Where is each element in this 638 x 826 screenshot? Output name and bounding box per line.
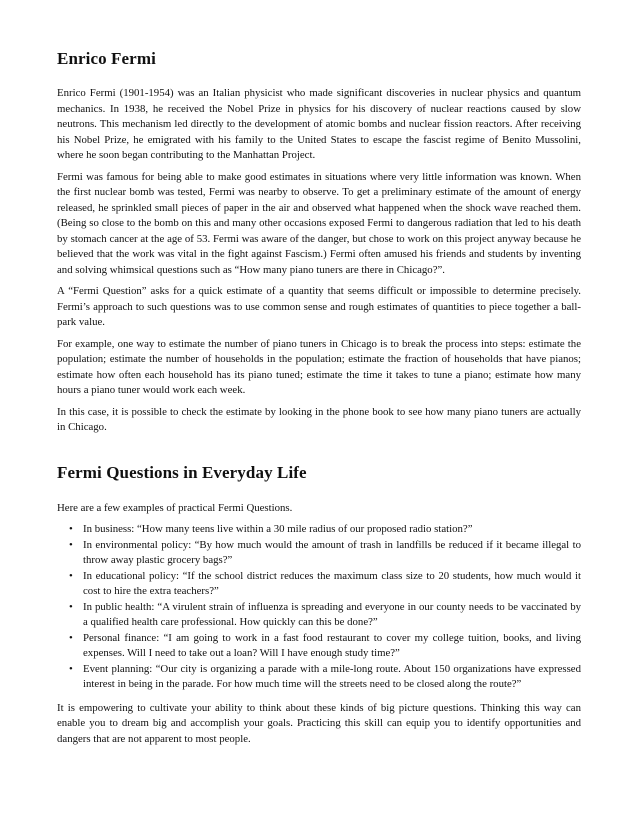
bullet-icon: •	[69, 538, 73, 551]
list-item-text: Event planning: “Our city is organizing a parade with a mile-long route. About 150 organizations have expressed interest in being in the parade. For how much time will the streets need to be closed along the route?”	[83, 662, 581, 690]
list-item	[69, 522, 581, 538]
paragraph-piano-example: For example, one way to estimate the number of piano tuners in Chicago is to break the process into steps: estimate the population; estimate the number of households in the population; estimate the fraction of households that have pianos; estimate how often each household has its piano tuned; estimate the time it takes to tune a piano; estimate how many hours a piano tuner would work each week.	[57, 337, 581, 396]
paragraph-phone-book: In this case, it is possible to check the estimate by looking in the phone book to see how many piano tuners are actually in Chicago.	[57, 405, 581, 433]
bullet-icon: •	[69, 569, 73, 582]
bullet-icon: •	[69, 600, 73, 613]
section-heading-everyday-life: Fermi Questions in Everyday Life	[57, 462, 307, 482]
bullet-icon: •	[69, 631, 73, 644]
paragraph-estimates: Fermi was famous for being able to make good estimates in situations where very little information was known. When the first nuclear bomb was tested, Fermi was nearby to observe. To get a preliminary estimate of the amount of energy released, he sprinkled small pieces of paper in the air and observed what happened when the shock wave reached them. (Being so close to the bomb on this and many other occasions exposed Fermi to dangerous radiation that led to his death by stomach cancer at the age of 53. Fermi was aware of the danger, but chose to work on this project anyway because he believed that the work was vital in the fight against Fascism.) Fermi often amused his friends and students by inventing and solving whimsical questions such as “How many piano tuners are there in Chicago?”.	[57, 170, 581, 276]
paragraph-closing: It is empowering to cultivate your ability to think about these kinds of big picture questions. Thinking this way can enable you to dream big and accomplish your goals. Practicing this skill can equip you to identify opportunities and dangers that are not apparent to most people.	[57, 701, 581, 745]
bullet-icon: •	[69, 662, 73, 675]
section-heading-enrico-fermi: Enrico Fermi	[57, 49, 156, 68]
list-item-text: In educational policy: “If the school district reduces the maximum class size to 20 students, how much would it cost to hire the extra teachers?”	[83, 569, 581, 597]
document-page	[57, 48, 581, 753]
list-item	[69, 538, 581, 569]
examples-list	[57, 522, 581, 693]
list-item-text: In environmental policy: “By how much would the amount of trash in landfills be reduced if it became illegal to throw away plastic grocery bags?”	[83, 538, 581, 566]
list-item	[69, 600, 581, 631]
paragraph-fermi-question: A “Fermi Question” asks for a quick estimate of a quantity that seems difficult or impossible to determine precisely. Fermi’s approach to such questions was to use common sense and rough estimates of quantities to piece together a ball-park value.	[57, 285, 581, 328]
bullet-icon: •	[69, 523, 73, 535]
paragraph-examples-intro: Here are a few examples of practical Fermi Questions.	[57, 501, 293, 514]
list-item-text: In business: “How many teens live within a 30 mile radius of our proposed radio station?”	[83, 523, 473, 535]
list-item-text: Personal finance: “I am going to work in a fast food restaurant to cover my college tuition, books, and living expenses. Will I need to take out a loan? Will I have enough study time?”	[83, 631, 581, 659]
list-item-text: In public health: “A virulent strain of influenza is spreading and everyone in our county needs to be vaccinated by a qualified health care professional. How quickly can this be done?”	[83, 600, 581, 628]
list-item	[69, 569, 581, 600]
list-item	[69, 631, 581, 662]
paragraph-biography: Enrico Fermi (1901-1954) was an Italian physicist who made significant discoveries in nuclear physics and quantum mechanics. In 1938, he received the Nobel Prize in physics for his discovery of nuclear reactions caused by slow neutrons. This mechanism led directly to the development of atomic bombs and nuclear fission reactors. After receiving his Nobel Prize, he emigrated with his family to the United States to escape the fascist regime of Benito Mussolini, where he soon began contributing to the Manhattan Project.	[57, 87, 581, 161]
list-item	[69, 662, 581, 693]
